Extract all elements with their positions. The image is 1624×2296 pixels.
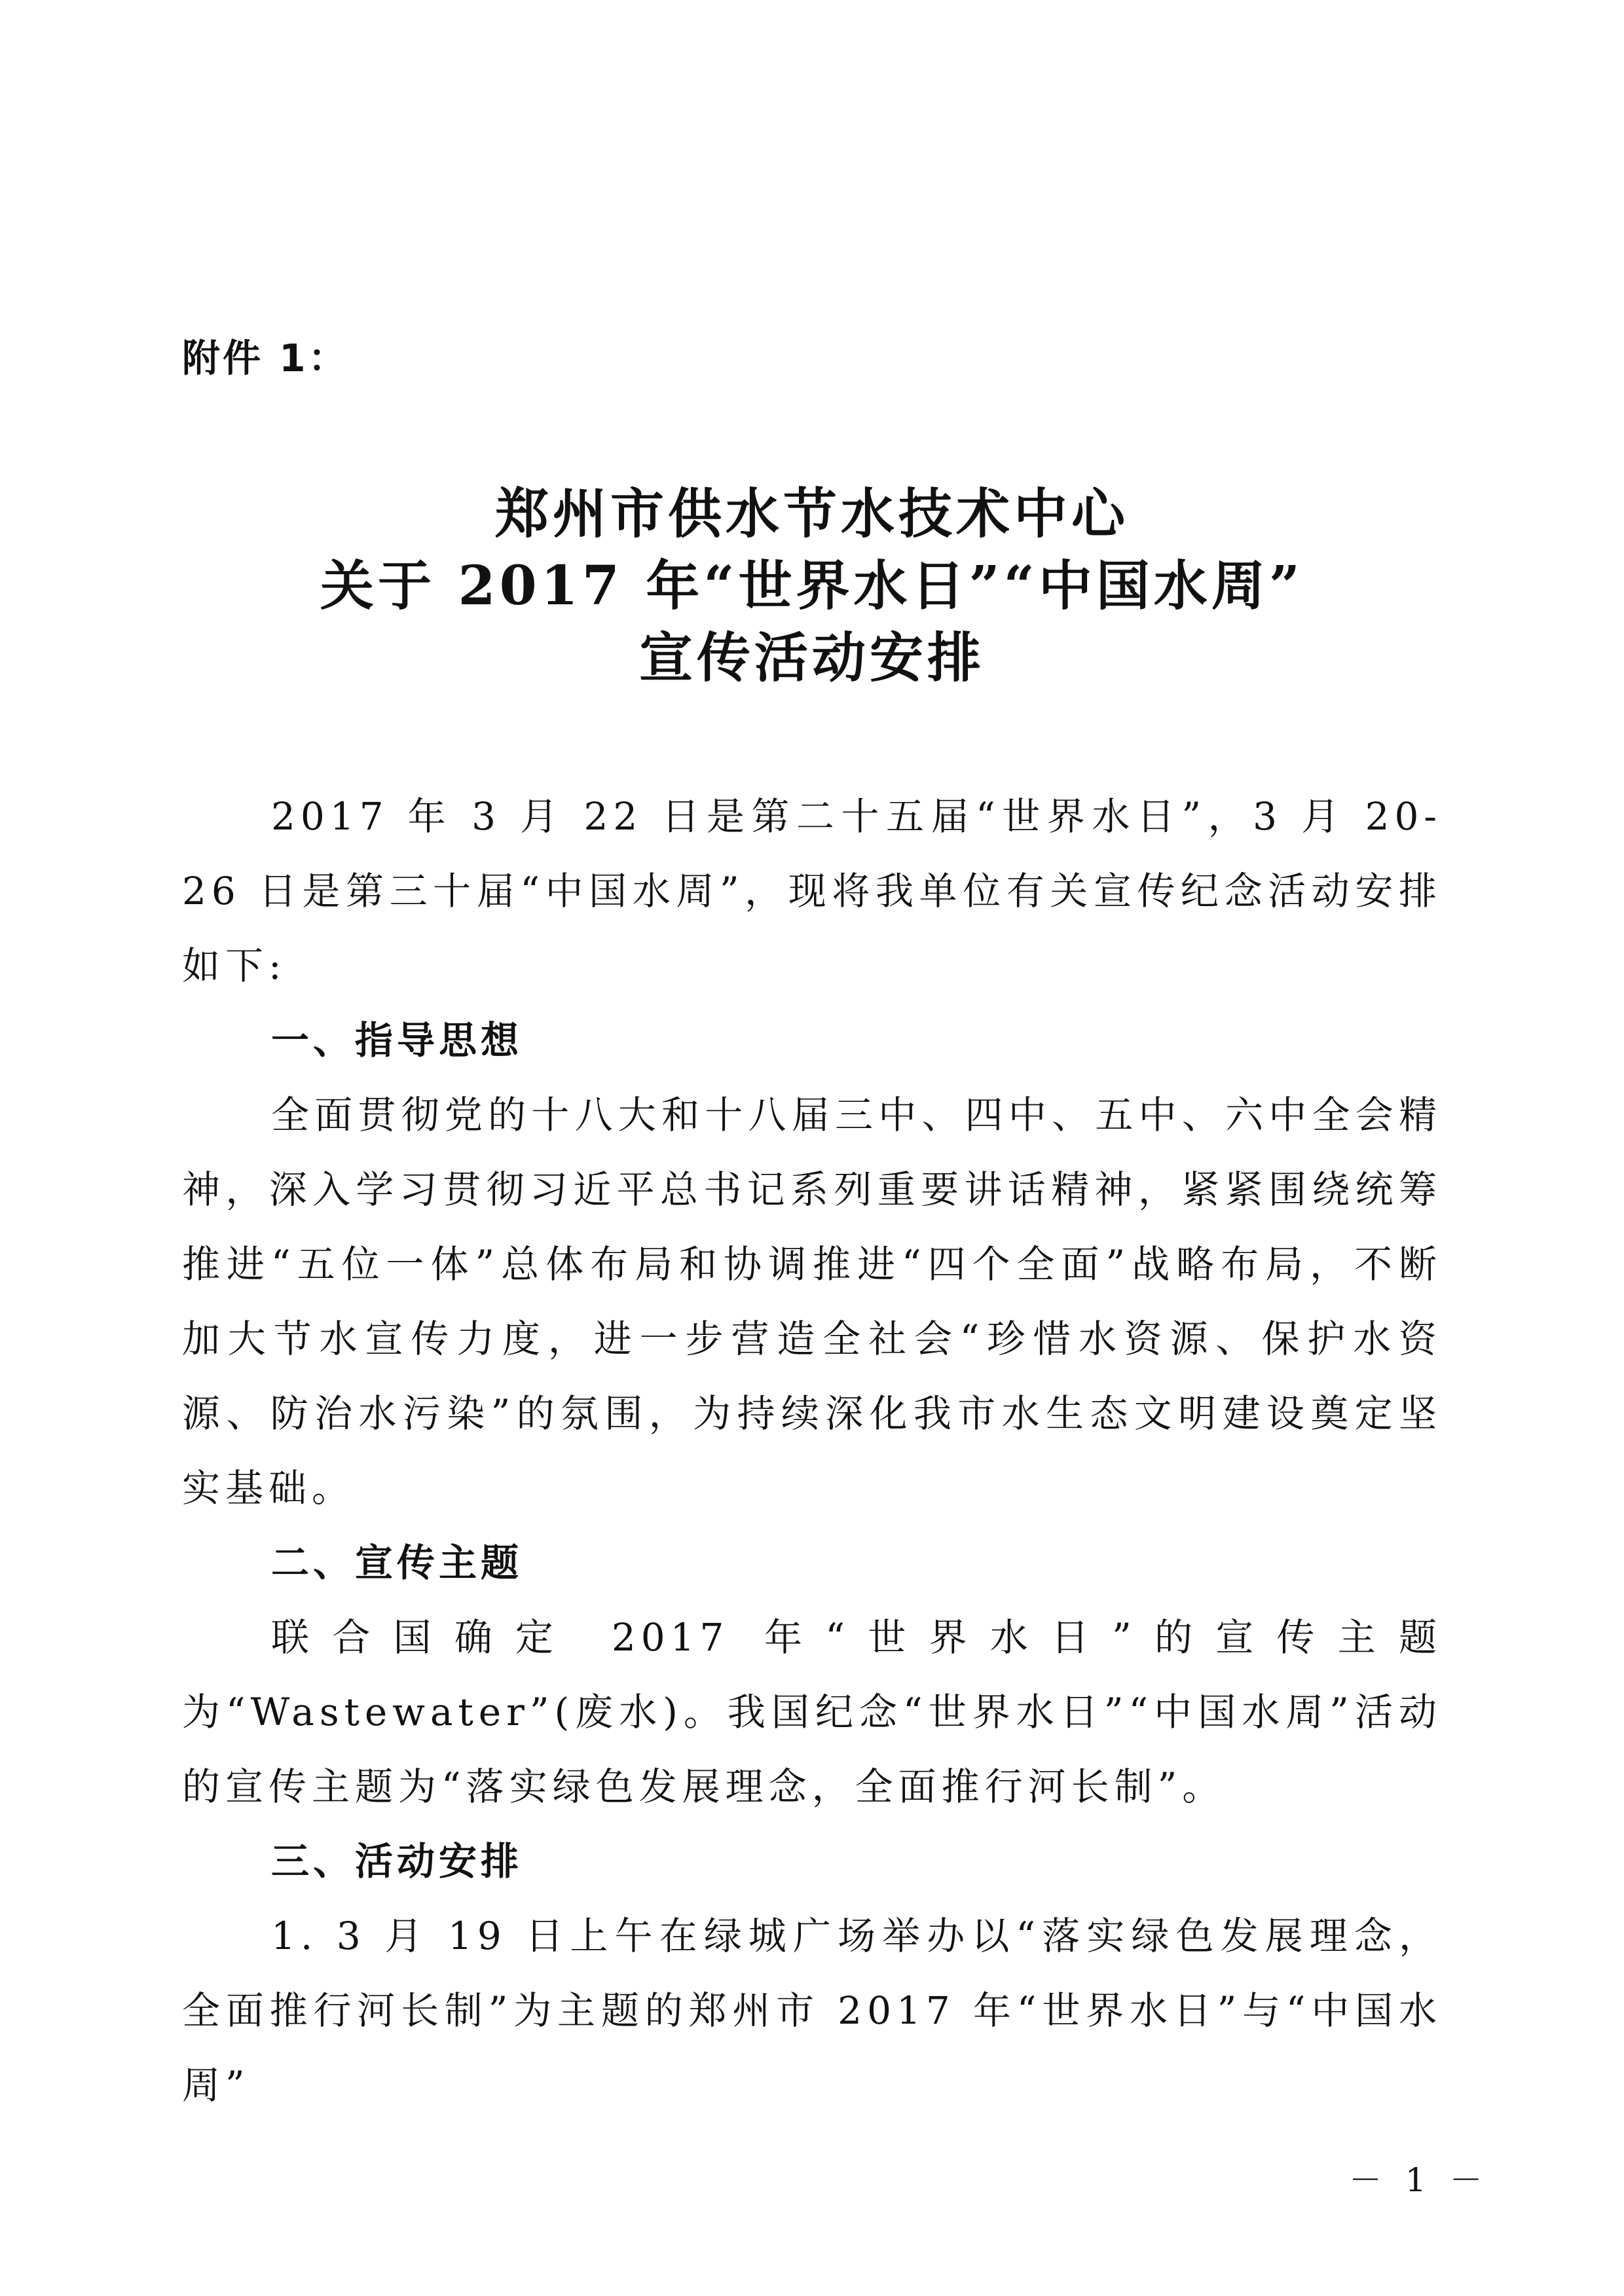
section-paragraph-theme: 联合国确定 2017 年“世界水日”的宣传主题为“Wastewater”(废水)。我国纪念“世界水日”“中国水周”活动的宣传主题为“落实绿色发展理念，全面推行河长制”。 <box>182 1615 1442 1809</box>
attachment-label: 附件 1： <box>182 336 349 380</box>
section-paragraph-activities: 1. 3 月 19 日上午在绿城广场举办以“落实绿色发展理念，全面推行河长制”为主题的郑州市 2017 年“世界水日”与“中国水周” <box>182 1914 1442 2107</box>
title-line-2: 关于 2017 年“世界水日”“中国水周” <box>320 555 1304 617</box>
page-number: － 1 － <box>1349 2161 1489 2199</box>
intro-paragraph: 2017 年 3 月 22 日是第二十五届“世界水日”，3 月 20-26 日是第三十届“中国水周”，现将我单位有关宣传纪念活动安排如下: <box>182 794 1442 988</box>
section-heading-activities: 三、活动安排 <box>271 1839 523 1884</box>
section-paragraph-guiding-thought: 全面贯彻党的十八大和十八届三中、四中、五中、六中全会精神，深入学习贯彻习近平总书记系列重要讲话精神，紧紧围绕统筹推进“五位一体”总体布局和协调推进“四个全面”战略布局，不断加大节水宣传力度，进一步营造全社会“珍惜水资源、保护水资源、防治水污染”的氛围，为持续深化我市水生态文明建设奠定坚实基础。 <box>182 1093 1442 1510</box>
section-heading-theme: 二、宣传主题 <box>271 1540 523 1585</box>
document-body <box>182 779 1442 2123</box>
document-title <box>0 478 1624 694</box>
title-line-1: 郑州市供水节水技术中心 <box>494 483 1129 545</box>
section-heading-guiding-thought: 一、指导思想 <box>271 1018 523 1063</box>
title-line-3: 宣传活动安排 <box>638 627 985 689</box>
